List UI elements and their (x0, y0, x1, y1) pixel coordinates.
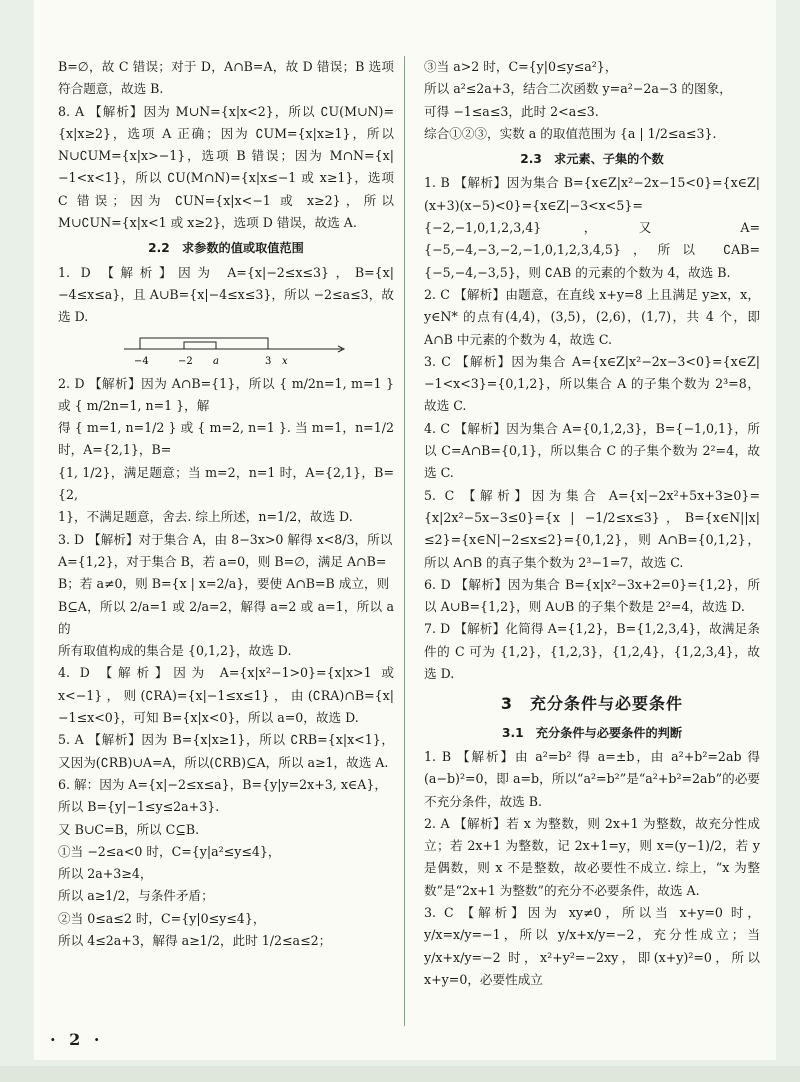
answer-6-line: 所以 4≤2a+3，解得 a≥1/2，此时 1/2≤a≤2； (58, 932, 332, 948)
answer-6-cont-line: ③当 a>2 时，C={y|0≤y≤a²}， (424, 59, 618, 74)
answer-3-line: B；若 a≠0，则 B={x | x=2/a}，要使 A∩B=B 成立，则 (58, 576, 390, 592)
answer-item: 1. B 【解析】由 a²=b² 得 a=±b，由 a²+b²=2ab 得 (a−b)²=0，即 a=b，所以“a²=b²”是“a²+b²=2ab”的必要不充分条件，故选 B. (424, 748, 760, 809)
chapter-heading-3: 3 充分条件与必要条件 (500, 694, 684, 714)
column-divider (404, 56, 405, 1026)
answer-item: 4. C 【解析】因为集合 A={0,1,2,3}，B={−1,0,1}，所以 C=A∩B={0,1}，所以集合 C 的子集个数为 2²=4，故选 C. (424, 420, 760, 481)
answer-6-line: ①当 −2≤a<0 时，C={y|a²≤y≤4}， (58, 843, 281, 859)
answer-3-line: 3. D 【解析】对于集合 A，由 8−3x>0 解得 x<8/3，所以 (58, 531, 393, 547)
section-heading-3-1: 3.1 充分条件与必要条件的判断 (501, 725, 683, 740)
answer-4: 4. D 【解析】因为 A={x|x²−1>0}={x|x>1 或 x<−1}，则(∁RA)={x|−1≤x≤1}，由(∁RA)∩B={x|−1≤x<0}，可知 B={x|x<0}，所以 a=0，故选 D. (58, 665, 394, 726)
answer-2-line: {1, 1/2}，满足题意；当 m=2，n=1 时，A={2,1}，B={2, (58, 464, 394, 503)
answer-item: 7. D 【解析】化简得 A={1,2}，B={1,2,3,4}，故满足条件的 C 可为 {1,2}，{1,2,3}，{1,2,4}，{1,2,3,4}，故选 D. (424, 621, 760, 682)
page-number: · 2 · (50, 1030, 104, 1049)
answer-6-cont-line: 所以 a²≤2a+3，结合二次函数 y=a²−2a−3 的图象， (424, 81, 732, 97)
answer-6-cont-line: 可得 −1≤a≤3，此时 2<a≤3. (424, 103, 599, 119)
answer-6-line: 所以 a≥1/2，与条件矛盾； (58, 888, 214, 904)
answer-6-cont-line: 综合①②③，实数 a 的取值范围为 {a | 1/2≤a≤3}. (424, 125, 717, 141)
answer-3-line: A={1,2}，对于集合 B，若 a=0，则 B=∅，满足 A∩B= (58, 553, 387, 569)
answer-1: 1. D 【解析】因为 A={x|−2≤x≤3}，B={x|−4≤x≤a}，且 A∪B={x|−4≤x≤3}，所以 −2≤a≤3，故选 D. (58, 264, 394, 325)
label-minus-4: −4 (134, 355, 149, 367)
answer-3-line: 所有取值构成的集合是 {0,1,2}，故选 D. (58, 643, 292, 659)
section-heading-2-2: 2.2 求参数的值或取值范围 (148, 241, 304, 256)
answer-6-line: 6. 解：因为 A={x|−2≤x≤a}，B={y|y=2x+3, x∈A}， (58, 776, 387, 792)
right-column (424, 56, 760, 991)
interval-union (140, 338, 268, 349)
answer-5: 5. A 【解析】因为 B={x|x≥1}，所以 ∁RB={x|x<1}，又因为(∁RB)∪A=A，所以(∁RB)⊆A，所以 a≥1，故选 A. (58, 732, 394, 770)
label-minus-2: −2 (178, 355, 193, 367)
answer-item: 3. C 【解析】因为集合 A={x∈Z|x²−2x−3<0}={x∈Z|−1<x<3}={0,1,2}，所以集合 A 的子集个数为 2³=8，故选 C. (424, 353, 760, 414)
label-a: a (213, 355, 219, 367)
answer-item: 2. A 【解析】若 x 为整数，则 2x+1 为整数，故充分性成立；若 2x+1 为整数，记 2x+1=y，则 x=(y−1)/2，若 y 是偶数，则 x 不是整数，故必要性不成立. 综上，“x 为整数”是“2x+1 为整数”的充分不必要条件，故选 A. (424, 815, 760, 898)
answer-2-line: 2. D 【解析】因为 A∩B={1}，所以 { m/2n=1, m=1 } 或 { m/2n=1, n=1 }，解 (58, 375, 394, 413)
answer-6-line: ②当 0≤a≤2 时，C={y|0≤y≤4}， (58, 910, 266, 926)
label-x: x (282, 355, 288, 367)
answer-item: 1. B 【解析】因为集合 B={x∈Z|x²−2x−15<0}={x∈Z|(x+3)(x−5)<0}={x∈Z|−3<x<5}={−2,−1,0,1,2,3,4}，又 A={−5,−4,−3,−2,−1,0,1,2,3,4,5}，所以 ∁AB={−5,−4,−3,5}，则 ∁AB 的元素的个数为 4，故选 B. (424, 175, 760, 280)
section-heading-2-3: 2.3 求元素、子集的个数 (520, 152, 664, 167)
answer-2-line: 得 { m=1, n=1/2 } 或 { m=2, n=1 }. 当 m=1，n=1/2 时，A={2,1}，B= (58, 420, 394, 458)
text-line: B=∅，故 C 错误；对于 D，A∩B=A，故 D 错误；B 选项符合题意，故选 B. (58, 59, 394, 97)
answer-6-line: 所以 2a+3≥4， (58, 866, 153, 882)
answer-item: 5. C 【解析】因为集合 A={x|−2x²+5x+3≥0}={x|2x²−5x−3≤0}={x | −1/2≤x≤3}，B={x∈N||x|≤2}={x∈N|−2≤x≤2}={0,1,2}，则 A∩B={0,1,2}，所以 A∩B 的真子集个数为 2³−1=7，故选 C. (424, 487, 760, 570)
answer-item: 6. D 【解析】因为集合 B={x|x²−3x+2=0}={1,2}，所以 A∪B={1,2}，则 A∪B 的子集个数是 2²=4，故选 D. (424, 576, 760, 615)
answer-item: 2. C 【解析】由题意，在直线 x+y=8 上且满足 y≥x，x，y∈N* 的点有(4,4)，(3,5)，(2,6)，(1,7)，共 4 个，即 A∩B 中元素的个数为 4，故选 C. (424, 286, 760, 347)
number-line-figure (120, 333, 350, 367)
answer-8: 8. A 【解析】因为 M∪N={x|x<2}，所以 ∁U(M∪N)={x|x≥2}，选项 A 正确；因为 ∁UM={x|x≥1}，所以 N∪∁UM={x|x>−1}，选项 B 错误；因为 M∩N={x|−1<x<1}，所以 ∁U(M∩N)={x|x≤−1 或 x≥1}，选项 C 错误；因为 ∁UN={x|x<−1 或 x≥2}，所以 M∪∁UN={x|x<1 或 x≥2}，选项 D 错误，故选 A. (58, 103, 394, 231)
answer-item: 3. C 【解析】因为 xy≠0，所以当 x+y=0 时，y/x=x/y=−1，所以 y/x+x/y=−2，充分性成立；当 y/x+x/y=−2 时，x²+y²=−2xy，即(x+y)²=0，所以 x+y=0，必要性成立 (424, 904, 760, 987)
bottom-band (0, 1066, 800, 1082)
label-3: 3 (265, 355, 272, 367)
answer-2-line: 1}，不满足题意，舍去. 综上所述，n=1/2，故选 D. (58, 509, 353, 525)
answer-3-line: B⊆A，所以 2/a=1 或 2/a=2，解得 a=2 或 a=1，所以 a 的 (58, 598, 394, 636)
left-column (58, 56, 394, 952)
answer-6-line: 又 B∪C=B，所以 C⊆B. (58, 821, 200, 837)
interval-b (184, 342, 216, 349)
answer-6-line: 所以 B={y|−1≤y≤2a+3}. (58, 799, 220, 815)
